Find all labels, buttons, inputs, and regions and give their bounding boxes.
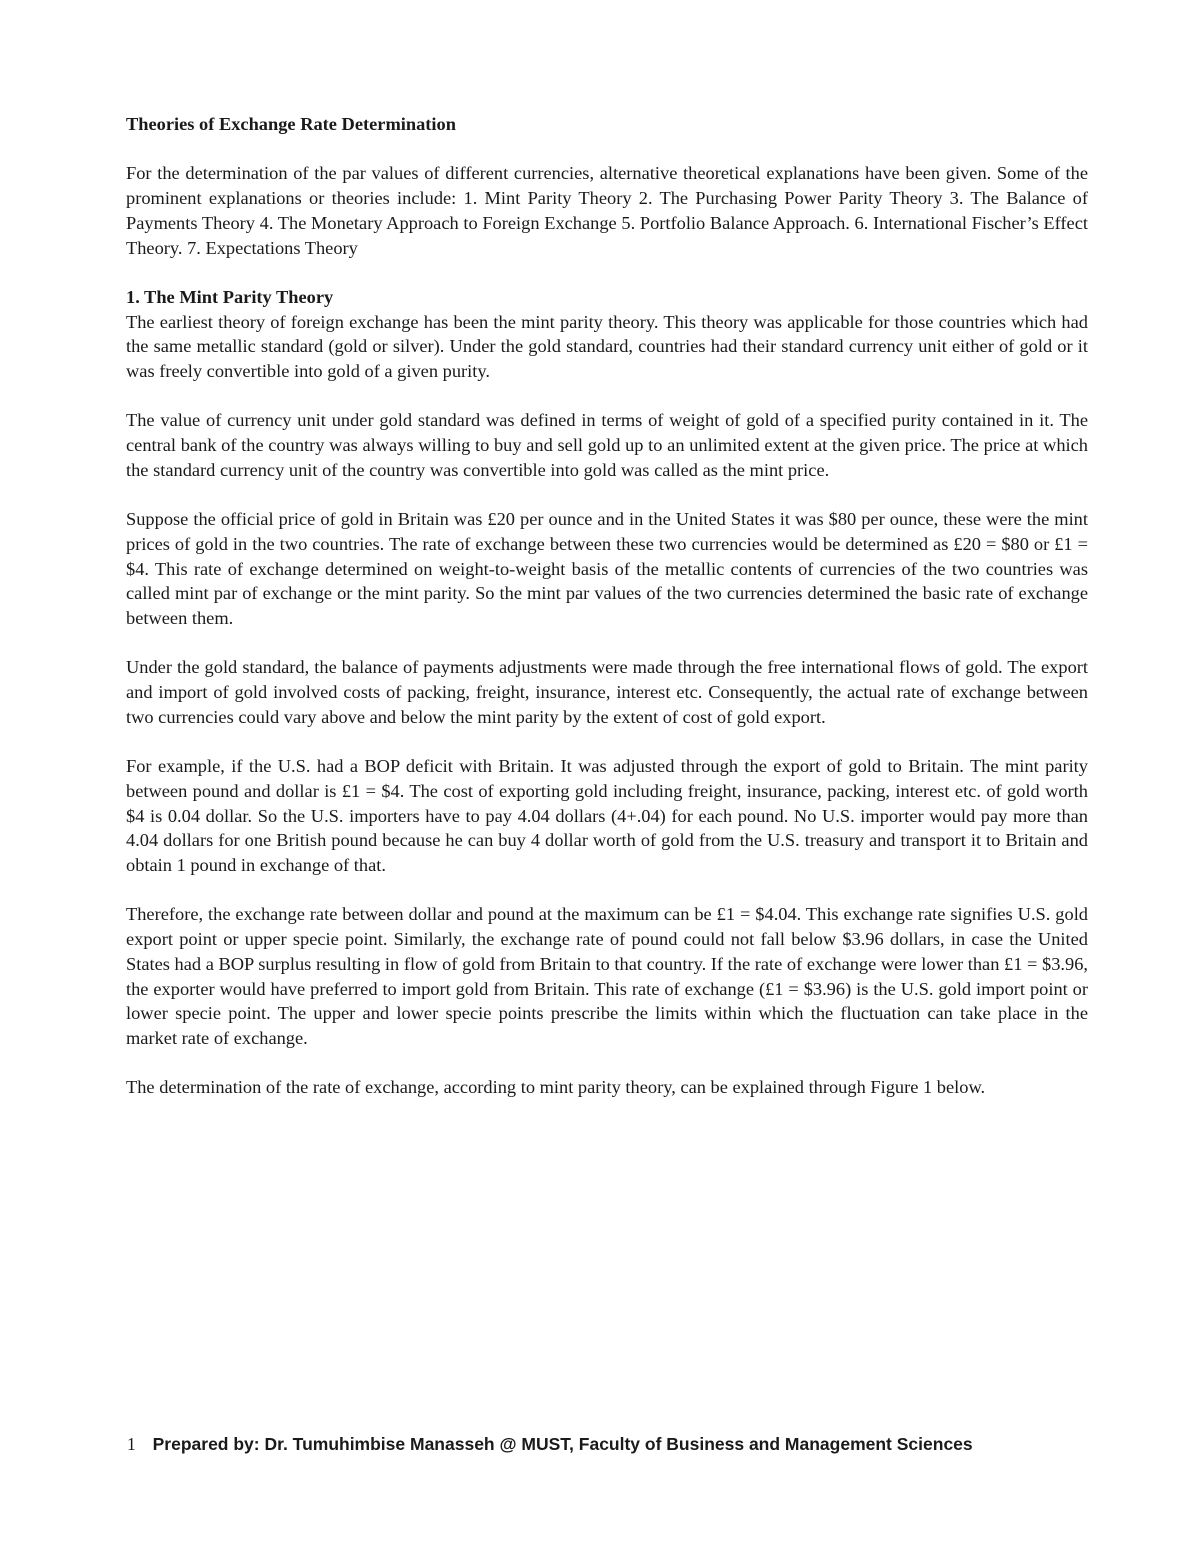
footer-credit: Prepared by: Dr. Tumuhimbise Manasseh @ MUST, Faculty of Business and Management Sciences: [152, 1434, 973, 1454]
paragraph-3: Suppose the official price of gold in Britain was £20 per ounce and in the United States it was $80 per ounce, these were the mint prices of gold in the two countries. The rate of exchange between these two currencies would be determined as £20 = $80 or £1 = $4. This rate of exchange determined on weight-to-weight basis of the metallic contents of currencies of the two countries was called mint par of exchange or the mint parity. So the mint par values of the two currencies determined the basic rate of exchange between them.: [126, 509, 1088, 628]
section-heading-mint-parity: 1. The Mint Parity Theory: [126, 286, 334, 307]
page-body: [126, 112, 1088, 1125]
paragraph-6: Therefore, the exchange rate between dollar and pound at the maximum can be £1 = $4.04. This exchange rate signifies U.S. gold export point or upper specie point. Similarly, the exchange rate of pound could not fall below $3.96 dollars, in case the United States had a BOP surplus resulting in flow of gold from Britain to that country. If the rate of exchange were lower than £1 = $3.96, the exporter would have preferred to import gold from Britain. This rate of exchange (£1 = $3.96) is the U.S. gold import point or lower specie point. The upper and lower specie points prescribe the limits within which the fluctuation can take place in the market rate of exchange.: [126, 904, 1088, 1048]
paragraph-2: The value of currency unit under gold standard was defined in terms of weight of gold of a specified purity contained in it. The central bank of the country was always willing to buy and sell gold up to an unlimited extent at the given price. The price at which the standard currency unit of the country was convertible into gold was called as the mint price.: [126, 410, 1088, 480]
page-footer: [127, 1432, 1087, 1456]
page-number: 1: [127, 1434, 136, 1454]
document-title: Theories of Exchange Rate Determination: [126, 114, 456, 134]
intro-paragraph: For the determination of the par values of different currencies, alternative theoretical explanations have been given. Some of the prominent explanations or theories include: 1. Mint Parity Theory 2. The Purchasing Power Parity Theory 3. The Balance of Payments Theory 4. The Monetary Approach to Foreign Exchange 5. Portfolio Balance Approach. 6. International Fischer’s Effect Theory. 7. Expectations Theory: [126, 163, 1088, 258]
paragraph-5: For example, if the U.S. had a BOP deficit with Britain. It was adjusted through the export of gold to Britain. The mint parity between pound and dollar is £1 = $4. The cost of exporting gold including freight, insurance, packing, interest etc. of gold worth $4 is 0.04 dollar. So the U.S. importers have to pay 4.04 dollars (4+.04) for each pound. No U.S. importer would pay more than 4.04 dollars for one British pound because he can buy 4 dollar worth of gold from the U.S. treasury and transport it to Britain and obtain 1 pound in exchange of that.: [126, 756, 1088, 875]
paragraph-7: The determination of the rate of exchange, according to mint parity theory, can be explained through Figure 1 below.: [126, 1077, 986, 1098]
paragraph-4: Under the gold standard, the balance of payments adjustments were made through the free international flows of gold. The export and import of gold involved costs of packing, freight, insurance, interest etc. Consequently, the actual rate of exchange between two currencies could vary above and below the mint parity by the extent of cost of gold export.: [126, 657, 1088, 727]
paragraph-1: The earliest theory of foreign exchange has been the mint parity theory. This theory was applicable for those countries which had the same metallic standard (gold or silver). Under the gold standard, countries had their standard currency unit either of gold or it was freely convertible into gold of a given purity.: [126, 311, 1088, 381]
